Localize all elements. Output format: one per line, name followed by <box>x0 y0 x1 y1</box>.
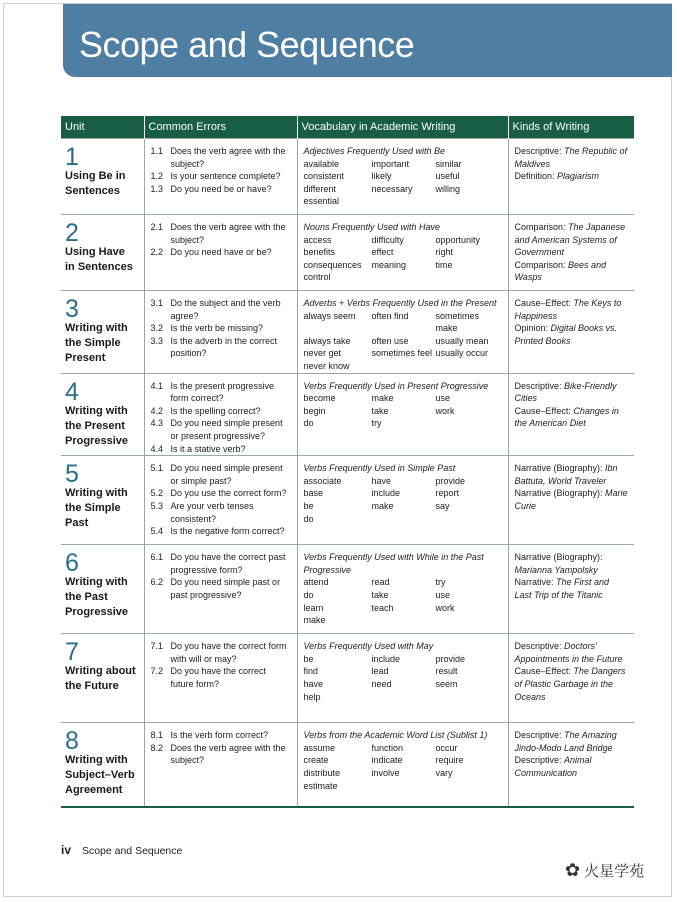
error-text: Is the negative form correct? <box>170 526 285 537</box>
vocabulary-heading: Verbs Frequently Used in Simple Past <box>303 463 456 474</box>
vocabulary-word: require <box>435 755 464 766</box>
writing-kind-label: Descriptive: <box>514 755 562 766</box>
vocabulary-word: try <box>435 577 446 588</box>
common-errors-cell <box>144 723 297 807</box>
error-text: Do the subject and the verb agree? <box>170 298 281 321</box>
error-text: Does the verb agree with the subject? <box>170 222 286 245</box>
vocabulary-heading: Verbs Frequently Used in Present Progressive <box>303 380 489 391</box>
vocabulary-word: occur <box>435 742 458 753</box>
writing-kind-title: Marianna Yampolsky <box>514 564 598 575</box>
vocabulary-word: provide <box>435 475 466 486</box>
column-header-unit: Unit <box>61 116 144 139</box>
common-errors-cell <box>144 373 297 456</box>
writing-kind-label: Cause–Effect: <box>514 405 571 416</box>
writing-kind-label: Narrative (Biography): <box>514 552 603 563</box>
writing-kind-title: The First and Last Trip of the Titanic <box>514 577 610 600</box>
error-text: Is the verb form correct? <box>170 730 269 741</box>
common-errors-cell <box>144 634 297 723</box>
vocabulary-word: vary <box>435 767 453 778</box>
vocabulary-word: right <box>435 247 454 258</box>
vocabulary-word: take <box>371 589 389 600</box>
common-errors-cell <box>144 139 297 215</box>
vocabulary-cell <box>297 139 508 215</box>
vocabulary-word: include <box>371 488 401 499</box>
error-item <box>151 380 291 405</box>
error-text: Is the adverb in the correct position? <box>170 335 278 359</box>
error-item <box>151 742 291 767</box>
vocabulary-list <box>304 653 502 703</box>
vocabulary-word: similar <box>435 158 462 169</box>
vocabulary-heading: Verbs Frequently Used with May <box>303 641 434 652</box>
error-text: Do you have the correct form with will or may? <box>170 641 287 664</box>
vocabulary-word: make <box>371 393 394 404</box>
table-row <box>61 723 634 807</box>
vocabulary-word: never know <box>303 360 350 371</box>
error-number: 4.1 <box>150 380 164 391</box>
writing-kind-label: Narrative (Biography): <box>514 488 603 499</box>
vocabulary-cell <box>297 215 508 291</box>
unit-cell <box>61 373 144 456</box>
vocabulary-word: indicate <box>371 755 403 766</box>
error-number: 3.3 <box>150 335 164 346</box>
writing-kind <box>515 297 629 322</box>
writing-kind-label: Descriptive: <box>514 641 562 652</box>
error-text: Is your sentence complete? <box>170 171 281 182</box>
vocabulary-word: useful <box>435 171 460 182</box>
writing-kind-title: Bike-Friendly Cities <box>514 380 617 404</box>
unit-number: 3 <box>65 295 79 323</box>
table-row <box>61 456 634 545</box>
vocabulary-word: often find <box>371 310 409 321</box>
error-number: 4.4 <box>150 443 164 454</box>
kinds-of-writing-cell <box>508 456 634 545</box>
table-row <box>61 373 634 456</box>
unit-title: Using Be in Sentences <box>65 170 126 197</box>
writing-kind-label: Cause–Effect: <box>514 298 571 308</box>
error-item <box>151 500 291 525</box>
vocabulary-word: teach <box>371 602 394 613</box>
writing-kind-label: Cause–Effect: <box>514 666 571 677</box>
vocabulary-cell <box>297 373 508 456</box>
vocabulary-word: time <box>435 259 453 270</box>
error-text: Do you need simple past or past progressive? <box>170 577 281 600</box>
vocabulary-word: never get <box>303 348 342 359</box>
writing-kind <box>515 405 629 430</box>
vocabulary-word: access <box>303 234 332 245</box>
error-text: Is the spelling correct? <box>170 405 261 416</box>
error-item <box>151 729 291 742</box>
table-row <box>61 291 634 374</box>
vocabulary-word: consistent <box>303 171 345 182</box>
vocabulary-heading: Adverbs + Verbs Frequently Used in the Present <box>303 298 497 308</box>
error-text: Do you need simple present or simple past? <box>170 463 283 486</box>
error-item <box>151 145 291 170</box>
vocabulary-word: likely <box>371 171 392 182</box>
writing-kind <box>515 487 629 512</box>
common-errors-cell <box>144 545 297 634</box>
column-header-kinds: Kinds of Writing <box>508 116 634 139</box>
vocabulary-heading: Verbs from the Academic Word List (Sublist 1) <box>303 730 488 741</box>
vocabulary-word: effect <box>371 247 394 258</box>
vocabulary-word: control <box>303 272 331 283</box>
error-text: Do you need be or have? <box>170 183 272 194</box>
unit-number: 2 <box>65 219 79 247</box>
writing-kind-label: Comparison: <box>514 222 566 232</box>
kinds-of-writing-cell <box>508 291 634 374</box>
writing-kind-title: The Keys to Happiness <box>514 298 622 321</box>
writing-kind-label: Opinion: <box>514 323 549 334</box>
writing-kind-title: The Dangers of Plastic Garbage in the Oceans <box>514 666 626 702</box>
writing-kind-label: Comparison: <box>514 259 566 270</box>
error-number: 1.3 <box>150 183 164 194</box>
vocabulary-word: do <box>303 513 314 524</box>
writing-kind <box>515 576 629 601</box>
error-text: Is the verb be missing? <box>170 323 264 334</box>
error-item <box>151 462 291 487</box>
unit-cell <box>61 545 144 634</box>
error-number: 6.1 <box>150 552 164 563</box>
vocabulary-cell <box>297 723 508 807</box>
error-text: Does the verb agree with the subject? <box>170 146 286 169</box>
error-text: Do you have the correct future form? <box>170 666 267 689</box>
kinds-of-writing-cell <box>508 545 634 634</box>
error-number: 4.3 <box>150 418 164 429</box>
vocabulary-word: be <box>303 500 314 511</box>
vocabulary-word: find <box>303 666 319 677</box>
writing-kind-title: The Republic of Maldives <box>514 146 628 169</box>
vocabulary-word: help <box>303 691 321 702</box>
vocabulary-word: make <box>303 615 326 626</box>
writing-kind-title: Changes in the American Diet <box>514 405 619 429</box>
unit-number: 1 <box>65 143 79 171</box>
unit-title: Writing with the Past Progressive <box>65 576 128 619</box>
vocabulary-word: different <box>303 183 336 194</box>
error-text: Does the verb agree with the subject? <box>170 742 286 766</box>
error-item <box>151 487 291 500</box>
vocabulary-word: make <box>371 500 394 511</box>
writing-kind <box>515 221 629 259</box>
kinds-of-writing-cell <box>508 373 634 456</box>
writing-kind <box>515 259 629 284</box>
vocabulary-cell <box>297 634 508 723</box>
unit-number: 7 <box>65 638 79 667</box>
vocabulary-word: begin <box>303 405 326 416</box>
writing-kind-label: Narrative: <box>514 577 554 588</box>
vocabulary-heading: Adjectives Frequently Used with Be <box>303 146 446 156</box>
vocabulary-word: do <box>303 418 314 429</box>
vocabulary-word: assume <box>303 742 336 753</box>
unit-title: Writing with the Present Progressive <box>65 404 128 447</box>
vocabulary-word: important <box>371 158 410 169</box>
vocabulary-word: use <box>435 589 451 600</box>
vocabulary-word: provide <box>435 653 466 664</box>
unit-title: Writing about the Future <box>65 665 136 693</box>
vocabulary-word: include <box>371 653 401 664</box>
unit-cell <box>61 634 144 723</box>
column-header-vocabulary: Vocabulary in Academic Writing <box>297 116 508 139</box>
error-number: 2.2 <box>150 247 164 258</box>
unit-cell <box>61 139 144 215</box>
error-number: 5.1 <box>150 463 164 474</box>
writing-kind <box>515 729 629 754</box>
error-item <box>151 665 291 690</box>
writing-kind-label: Descriptive: <box>514 380 562 391</box>
vocabulary-word: usually occur <box>435 348 489 359</box>
writing-kind-label: Definition: <box>514 171 555 182</box>
vocabulary-list <box>304 742 502 792</box>
vocabulary-list <box>304 392 502 430</box>
common-errors-cell <box>144 291 297 374</box>
kinds-of-writing-cell <box>508 139 634 215</box>
error-number: 3.2 <box>150 323 164 334</box>
vocabulary-word: benefits <box>303 247 336 258</box>
table-row <box>61 215 634 291</box>
kinds-of-writing-cell <box>508 723 634 807</box>
vocabulary-word: become <box>303 393 336 404</box>
error-item <box>151 335 291 360</box>
writing-kind-label: Descriptive: <box>514 146 562 156</box>
common-errors-cell <box>144 215 297 291</box>
wechat-icon: ✿ <box>565 860 581 880</box>
unit-number: 4 <box>65 377 79 406</box>
vocabulary-word: work <box>435 602 455 613</box>
error-item <box>151 183 291 196</box>
vocabulary-word: report <box>435 488 460 499</box>
table-row <box>61 139 634 215</box>
error-number: 2.1 <box>150 222 164 232</box>
writing-kind-title: Plagiarism <box>557 171 600 182</box>
table-row <box>61 634 634 723</box>
vocabulary-word: seem <box>435 678 458 689</box>
vocabulary-word: learn <box>303 602 324 613</box>
error-number: 5.3 <box>150 500 164 511</box>
writing-kind-title: Digital Books vs. Printed Books <box>514 323 618 346</box>
unit-cell <box>61 291 144 374</box>
vocabulary-list <box>304 234 502 284</box>
error-item <box>151 443 291 456</box>
vocabulary-word: result <box>435 666 458 677</box>
vocabulary-list <box>304 475 502 525</box>
scope-table <box>61 116 634 808</box>
vocabulary-word: associate <box>303 475 342 486</box>
unit-number: 8 <box>65 727 79 756</box>
writing-kind-title: Animal Communication <box>514 755 592 778</box>
vocabulary-word: have <box>303 678 324 689</box>
vocabulary-word: willing <box>435 183 461 194</box>
error-number: 3.1 <box>150 298 164 308</box>
vocabulary-word: difficulty <box>371 234 404 245</box>
table-header-row <box>61 116 634 139</box>
watermark-text: 火星学苑 <box>584 863 645 880</box>
unit-cell <box>61 723 144 807</box>
unit-title: Using Have in Sentences <box>65 246 133 273</box>
error-item <box>151 640 291 665</box>
column-header-errors: Common Errors <box>144 116 297 139</box>
vocabulary-word: sometimes make <box>435 310 480 334</box>
kinds-of-writing-cell <box>508 215 634 291</box>
writing-kind <box>515 170 629 183</box>
vocabulary-word: meaning <box>371 259 407 270</box>
vocabulary-word: create <box>303 755 329 766</box>
writing-kind <box>515 322 629 347</box>
title-banner <box>63 4 672 77</box>
vocabulary-word: need <box>371 678 392 689</box>
error-item <box>151 297 291 322</box>
unit-cell <box>61 215 144 291</box>
vocabulary-cell <box>297 545 508 634</box>
writing-kind-title: The Amazing Jindo-Modo Land Bridge <box>514 730 617 753</box>
vocabulary-word: have <box>371 475 392 486</box>
error-text: Are your verb tenses consistent? <box>170 500 254 524</box>
error-text: Is the present progressive form correct? <box>170 380 275 404</box>
vocabulary-word: do <box>303 589 314 600</box>
page-number: iv <box>61 843 72 857</box>
vocabulary-word: often use <box>371 335 409 346</box>
writing-kind-title: Doctors' Appointments in the Future <box>514 641 623 664</box>
error-number: 8.1 <box>150 730 164 741</box>
vocabulary-word: always seem <box>303 310 356 321</box>
vocabulary-word: available <box>303 158 340 169</box>
vocabulary-word: use <box>435 393 451 404</box>
error-item <box>151 246 291 259</box>
vocabulary-word: essential <box>303 196 340 207</box>
error-item <box>151 551 291 576</box>
table-row <box>61 545 634 634</box>
error-item <box>151 322 291 335</box>
unit-title: Writing with Subject–Verb Agreement <box>65 754 135 797</box>
error-item <box>151 405 291 418</box>
unit-cell <box>61 456 144 545</box>
unit-title: Writing with the Simple Past <box>65 487 128 530</box>
page-title: Scope and Sequence <box>79 24 415 65</box>
vocabulary-word: usually mean <box>435 335 489 346</box>
writing-kind <box>515 145 629 170</box>
vocabulary-word: estimate <box>303 780 338 791</box>
error-number: 1.2 <box>150 171 164 182</box>
writing-kind <box>515 380 629 405</box>
error-item <box>151 525 291 538</box>
error-number: 5.4 <box>150 526 164 537</box>
vocabulary-list <box>304 310 502 373</box>
writing-kind <box>515 462 629 487</box>
unit-title: Writing with the Simple Present <box>65 322 128 364</box>
writing-kind-label: Narrative (Biography): <box>514 463 603 474</box>
table-body <box>61 139 634 807</box>
vocabulary-word: distribute <box>303 767 341 778</box>
vocabulary-word: opportunity <box>435 234 481 245</box>
vocabulary-word: attend <box>303 577 329 588</box>
error-number: 1.1 <box>150 146 164 156</box>
error-text: Do you have the correct past progressive form? <box>170 552 286 575</box>
writing-kind-label: Descriptive: <box>514 730 562 741</box>
writing-kind <box>515 665 629 703</box>
watermark <box>565 860 644 881</box>
writing-kind-title: The Japanese and American Systems of Government <box>514 222 626 258</box>
error-number: 8.2 <box>150 742 164 753</box>
vocabulary-word: necessary <box>371 183 413 194</box>
error-item <box>151 221 291 246</box>
unit-number: 5 <box>65 460 79 489</box>
page-footer <box>61 843 182 857</box>
error-text: Do you use the correct form? <box>170 488 287 499</box>
common-errors-cell <box>144 456 297 545</box>
vocabulary-word: say <box>435 500 450 511</box>
vocabulary-heading: Nouns Frequently Used with Have <box>303 222 441 232</box>
unit-number: 6 <box>65 549 79 578</box>
error-number: 7.1 <box>150 641 164 652</box>
vocabulary-word: sometimes feel <box>371 348 433 359</box>
error-number: 4.2 <box>150 405 164 416</box>
writing-kind <box>515 754 629 779</box>
error-text: Do you need have or be? <box>170 247 272 258</box>
vocabulary-word: be <box>303 653 314 664</box>
vocabulary-cell <box>297 456 508 545</box>
error-item <box>151 170 291 183</box>
vocabulary-word: try <box>371 418 382 429</box>
writing-kind-title: Ibn Battuta, World Traveler <box>514 463 618 486</box>
kinds-of-writing-cell <box>508 634 634 723</box>
vocabulary-cell <box>297 291 508 374</box>
vocabulary-word: read <box>371 577 390 588</box>
writing-kind-title: Marie Curie <box>514 488 628 511</box>
error-item <box>151 576 291 601</box>
vocabulary-word: base <box>303 488 324 499</box>
writing-kind <box>515 551 629 576</box>
writing-kind <box>515 640 629 665</box>
vocabulary-heading: Verbs Frequently Used with While in the Past Progressive <box>303 552 484 575</box>
error-number: 7.2 <box>150 666 164 677</box>
vocabulary-word: involve <box>371 767 400 778</box>
error-text: Do you need simple present or present progressive? <box>170 418 283 441</box>
error-number: 6.2 <box>150 577 164 588</box>
error-number: 5.2 <box>150 488 164 499</box>
vocabulary-word: consequences <box>303 259 362 270</box>
vocabulary-list <box>304 576 502 626</box>
vocabulary-word: always take <box>303 335 351 346</box>
error-item <box>151 417 291 442</box>
vocabulary-word: function <box>371 742 404 753</box>
vocabulary-word: take <box>371 405 389 416</box>
vocabulary-word: work <box>435 405 455 416</box>
vocabulary-list <box>304 158 502 208</box>
footer-label: Scope and Sequence <box>81 845 183 857</box>
vocabulary-word: lead <box>371 666 389 677</box>
error-text: Is it a stative verb? <box>170 443 246 454</box>
writing-kind-title: Bees and Wasps <box>514 259 607 283</box>
